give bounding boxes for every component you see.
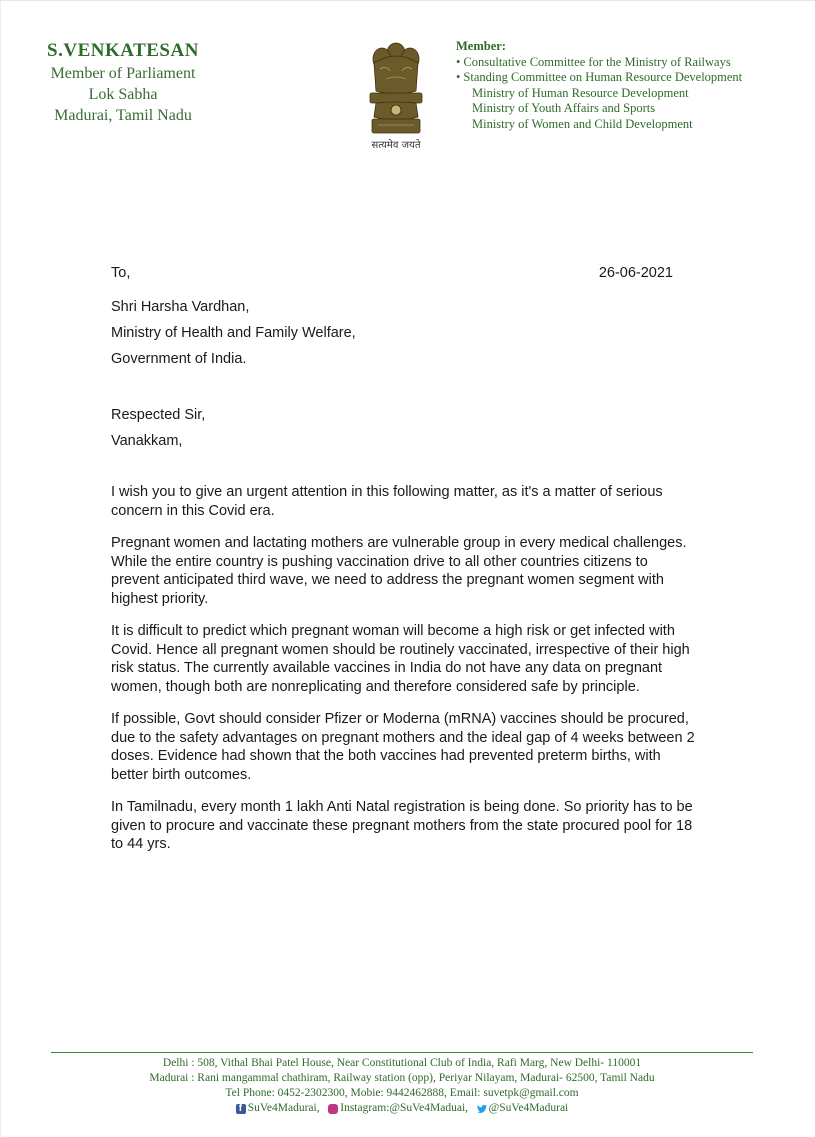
mp-identity (23, 39, 223, 126)
facebook-handle: f SuVe4Madurai, (236, 1101, 320, 1116)
membership-item: • Standing Committee on Human Resource Development (456, 70, 743, 84)
to-label: To, (111, 265, 131, 281)
membership-item: • Consultative Committee for the Ministry of Railways (456, 54, 731, 69)
committee-memberships (456, 39, 796, 132)
recipient-name: Shri Harsha Vardhan, (111, 299, 250, 315)
letterhead-footer (51, 1056, 753, 1119)
mp-constituency: Madurai, Tamil Nadu (54, 107, 192, 124)
paragraph-3: It is difficult to predict which pregnant woman will become a high risk or get infected with Covid. Hence all pregnant women should be routinely vaccinated, irrespective of their high risk status. The currently available vaccines in India do not have any data on pregnant women, though both are nonreplicating and therefore considered safe by principle. (111, 623, 690, 695)
paragraph-5: In Tamilnadu, every month 1 lakh Anti Natal registration is being done. So priority has to be given to procure and vaccinate these pregnant mothers from the state procured pool for 18 to 44 yrs. (111, 799, 693, 852)
mp-designation: Member of Parliament (50, 65, 196, 82)
ministry-item: Ministry of Human Resource Development (472, 85, 689, 100)
social-links (51, 1101, 753, 1119)
letter-date: 26-06-2021 (598, 265, 673, 281)
national-motto: सत्यमेव जयते (371, 140, 421, 151)
mp-house: Lok Sabha (88, 86, 158, 103)
paragraph-2: Pregnant women and lactating mothers are vulnerable group in every medical challenges. While the entire country is pushing vaccination drive to all other countries citizens to prevent anticipated third wave, we need to address the pregnant women segment with highest priority. (111, 535, 687, 607)
instagram-icon (328, 1104, 338, 1114)
twitter-icon (477, 1104, 487, 1114)
contact-info: Tel Phone: 0452-2302300, Mobie: 9442462888, Email: suvetpk@gmail.com (225, 1087, 579, 1099)
salutation: Respected Sir, (111, 407, 206, 423)
recipient-address (111, 297, 711, 369)
ministry-item: Ministry of Youth Affairs and Sports (472, 101, 656, 115)
twitter-handle: @SuVe4Madurai (477, 1101, 569, 1116)
footer-divider (51, 1052, 753, 1053)
instagram-handle: Instagram:@SuVe4Maduai, (328, 1101, 468, 1116)
paragraph-4: If possible, Govt should consider Pfizer or Moderna (mRNA) vaccines should be procured, due to the safety advantages on pregnant mothers and the ideal gap of 4 weeks between 2 doses. Evidence had shown that the both vaccines had prevented preterm births, with better birth outcomes. (111, 711, 695, 783)
member-title: Member: (456, 39, 506, 53)
greeting: Vanakkam, (111, 433, 183, 449)
facebook-icon (236, 1104, 246, 1114)
to-line (111, 263, 711, 283)
paragraph-1: I wish you to give an urgent attention in this following matter, as it's a matter of serious concern in this Covid era. (111, 484, 663, 519)
ministry-item: Ministry of Women and Child Development (472, 116, 693, 131)
delhi-address: Delhi : 508, Vithal Bhai Patel House, Near Constitutional Club of India, Rafi Marg, New Delhi- 110001 (162, 1057, 642, 1069)
madurai-address: Madurai : Rani mangammal chathiram, Railway station (opp), Periyar Nilayam, Madurai- 62500, Tamil Nadu (149, 1072, 655, 1084)
letter-body (111, 263, 711, 854)
recipient-government: Government of India. (111, 351, 247, 367)
recipient-ministry: Ministry of Health and Family Welfare, (111, 325, 356, 341)
mp-name: S.VENKATESAN (47, 40, 199, 61)
